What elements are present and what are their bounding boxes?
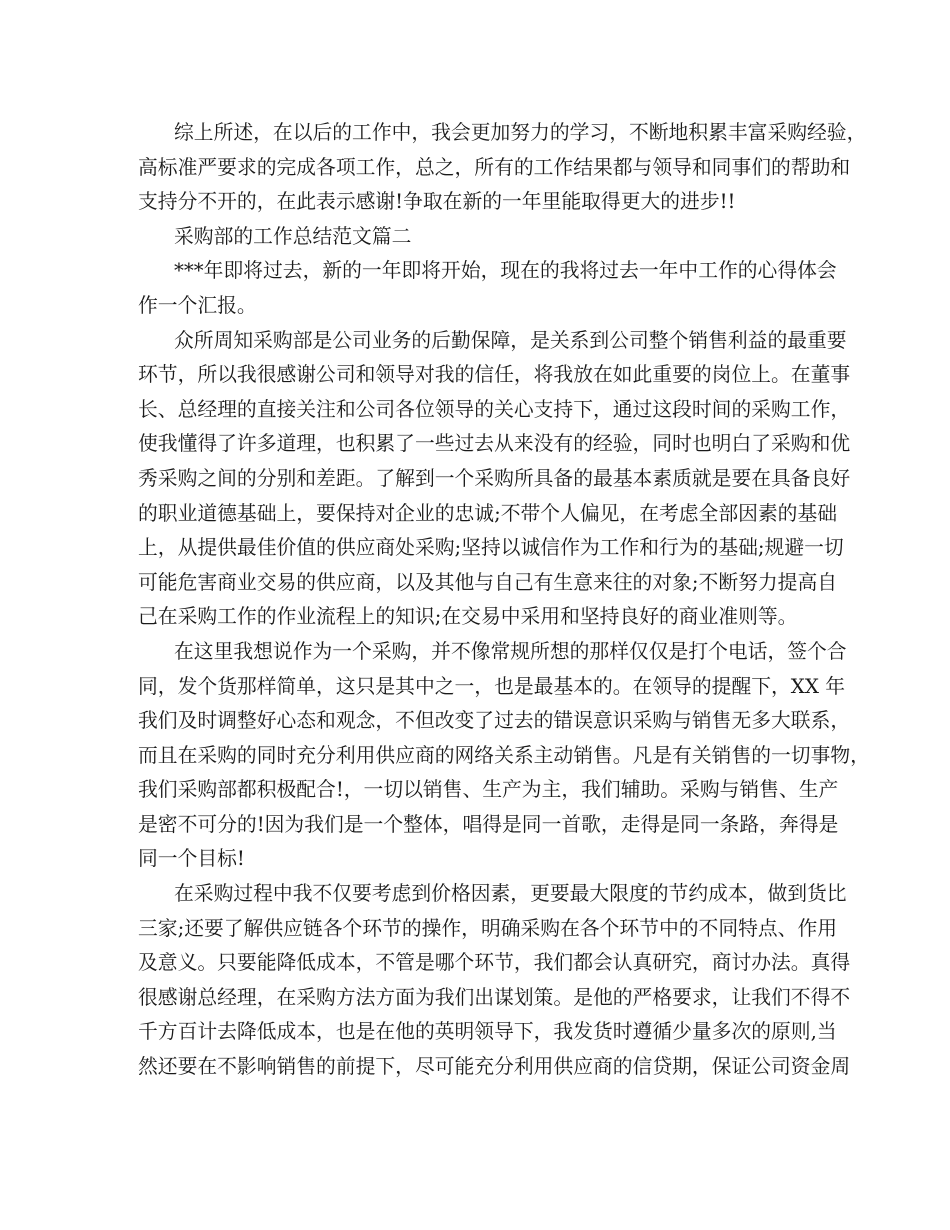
document-body [138,116,870,1085]
text-line: 作一个汇报。 [138,293,257,317]
text-line: 采购部的工作总结范文篇二 [174,224,412,248]
text-line: 千方百计去降低成本，也是在他的英明领导下，我发货时遵循少量多次的原则,当 [138,1020,837,1044]
text-line: 在采购过程中我不仅要考虑到价格因素，更要最大限度的节约成本，做到货比 [174,882,847,906]
text-line: 上，从提供最佳价值的供应商处采购;坚持以诚信作为工作和行为的基础;规避一切 [138,536,844,560]
text-line: 秀采购之间的分别和差距。了解到一个采购所具备的最基本素质就是要在具备良好 [138,466,851,490]
text-line: 然还要在不影响销售的前提下，尽可能充分利用供应商的信贷期，保证公司资金周 [138,1055,851,1079]
text-line: 众所周知采购部是公司业务的后勤保障，是关系到公司整个销售利益的最重要 [174,328,847,352]
text-line: 很感谢总经理，在采购方法方面为我们出谋划策。是他的严格要求，让我们不得不 [138,985,851,1009]
text-line: 我们及时调整好心态和观念，不但改变了过去的错误意识采购与销售无多大联系， [138,709,851,733]
text-line: 高标准严要求的完成各项工作，总之，所有的工作结果都与领导和同事们的帮助和 [138,155,851,179]
text-line: 使我懂得了许多道理，也积累了一些过去从来没有的经验，同时也明白了采购和优 [138,432,851,456]
text-line: 三家;还要了解供应链各个环节的操作，明确采购在各个环节中的不同特点、作用 [138,916,838,940]
text-line: 我们采购部都积极配合!，一切以销售、生产为主，我们辅助。采购与销售、生产 [138,778,839,802]
text-line: 的职业道德基础上，要保持对企业的忠诚;不带个人偏见，在考虑全部因素的基础 [138,501,838,525]
text-line: 在这里我想说作为一个采购，并不像常规所想的那样仅仅是打个电话，签个合 [174,639,847,663]
text-line: 同一个目标! [138,847,245,871]
text-line: 长、总经理的直接关注和公司各位领导的关心支持下，通过这段时间的采购工作， [138,397,851,421]
text-line: 及意义。只要能降低成本，不管是哪个环节，我们都会认真研究，商讨办法。真得 [138,951,851,975]
text-line: 而且在采购的同时充分利用供应商的网络关系主动销售。凡是有关销售的一切事物， [138,743,870,767]
text-line: 综上所述，在以后的工作中，我会更加努力的学习，不断地积累丰富采购经验， [174,121,867,144]
text-line: 可能危害商业交易的供应商，以及其他与自己有生意来往的对象;不断努力提高自 [138,570,838,594]
text-line: ***年即将过去，新的一年即将开始，现在的我将过去一年中工作的心得体会 [174,259,837,283]
text-line: 己在采购工作的作业流程上的知识;在交易中采用和坚持良好的商业准则等。 [138,605,798,629]
text-line: 环节，所以我很感谢公司和领导对我的信任，将我放在如此重要的岗位上。在董事 [138,363,851,387]
text-line: 支持分不开的，在此表示感谢!争取在新的一年里能取得更大的进步!! [138,190,736,214]
text-line: 同，发个货那样简单，这只是其中之一，也是最基本的。在领导的提醒下，XX 年 [138,674,846,698]
text-line: 是密不可分的!因为我们是一个整体，唱得是同一首歌，走得是同一条路，奔得是 [138,812,839,836]
